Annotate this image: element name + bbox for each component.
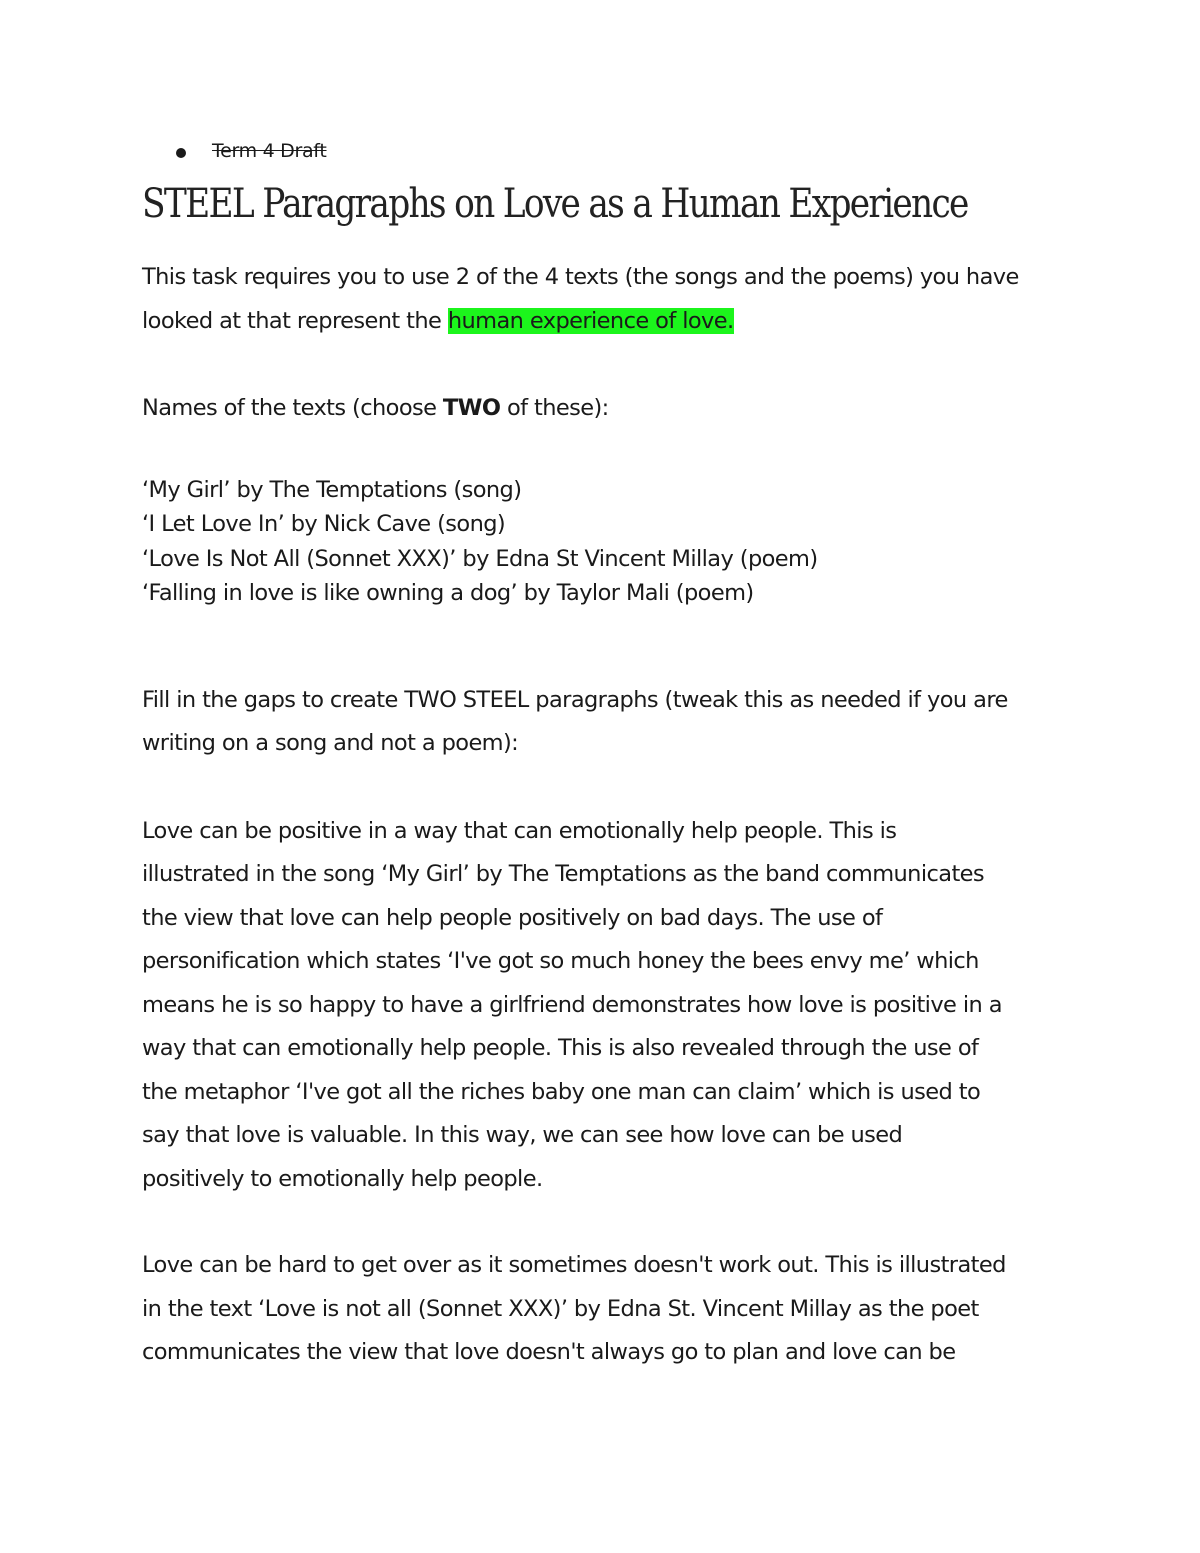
names-label-before: Names of the texts (choose (142, 395, 443, 421)
text-item: ‘I Let Love In’ by Nick Cave (song) (142, 511, 506, 537)
paragraph-line: means he is so happy to have a girlfriend demonstrates how love is positive in a (142, 991, 1002, 1018)
intro-line-2-text: looked at that represent the (142, 307, 448, 334)
steel-paragraph-2 (142, 1244, 1062, 1375)
paragraph-line: say that love is valuable. In this way, we can see how love can be used (142, 1122, 903, 1148)
bullet-dot-icon (176, 148, 186, 158)
intro-line-1: This task requires you to use 2 of the 4 texts (the songs and the poems) you have (142, 264, 1019, 290)
document-title: STEEL Paragraphs on Love as a Human Experience (142, 181, 968, 227)
text-item: ‘Love Is Not All (Sonnet XXX)’ by Edna St Vincent Millay (poem) (142, 545, 818, 572)
names-label (142, 387, 1062, 431)
paragraph-line: illustrated in the song ‘My Girl’ by The Temptations as the band communicates (142, 861, 985, 887)
names-label-after: of these): (500, 395, 609, 421)
intro-paragraph (142, 256, 1062, 343)
paragraph-line: the view that love can help people positively on bad days. The use of (142, 904, 883, 931)
names-label-bold: TWO (442, 395, 501, 421)
intro-line-2 (142, 300, 1062, 344)
paragraph-line: the metaphor ‘I've got all the riches baby one man can claim’ which is used to (142, 1078, 981, 1105)
highlighted-phrase: human experience of love. (447, 307, 734, 334)
paragraph-line: personification which states ‘I've got so much honey the bees envy me’ which (142, 948, 979, 974)
texts-list (142, 473, 1062, 611)
steel-paragraph-1 (142, 810, 1062, 1202)
text-item: ‘My Girl’ by The Temptations (song) (142, 476, 522, 503)
draft-label: Term 4 Draft (212, 140, 327, 162)
paragraph-line: way that can emotionally help people. This is also revealed through the use of (142, 1035, 979, 1061)
fill-gaps-line: writing on a song and not a poem): (142, 730, 519, 756)
paragraph-line: positively to emotionally help people. (142, 1165, 543, 1192)
fill-gaps-line: Fill in the gaps to create TWO STEEL paragraphs (tweak this as needed if you are (142, 686, 1008, 713)
document-page (142, 136, 1062, 1375)
draft-bullet-item (142, 136, 1062, 170)
fill-gaps-instruction (142, 679, 1062, 766)
paragraph-line: Love can be hard to get over as it sometimes doesn't work out. This is illustrated (142, 1252, 1006, 1278)
paragraph-line: Love can be positive in a way that can emotionally help people. This is (142, 817, 897, 844)
text-item: ‘Falling in love is like owning a dog’ by Taylor Mali (poem) (142, 580, 754, 606)
paragraph-line: communicates the view that love doesn't always go to plan and love can be (142, 1339, 956, 1365)
paragraph-line: in the text ‘Love is not all (Sonnet XXX)’ by Edna St. Vincent Millay as the poet (142, 1295, 979, 1322)
